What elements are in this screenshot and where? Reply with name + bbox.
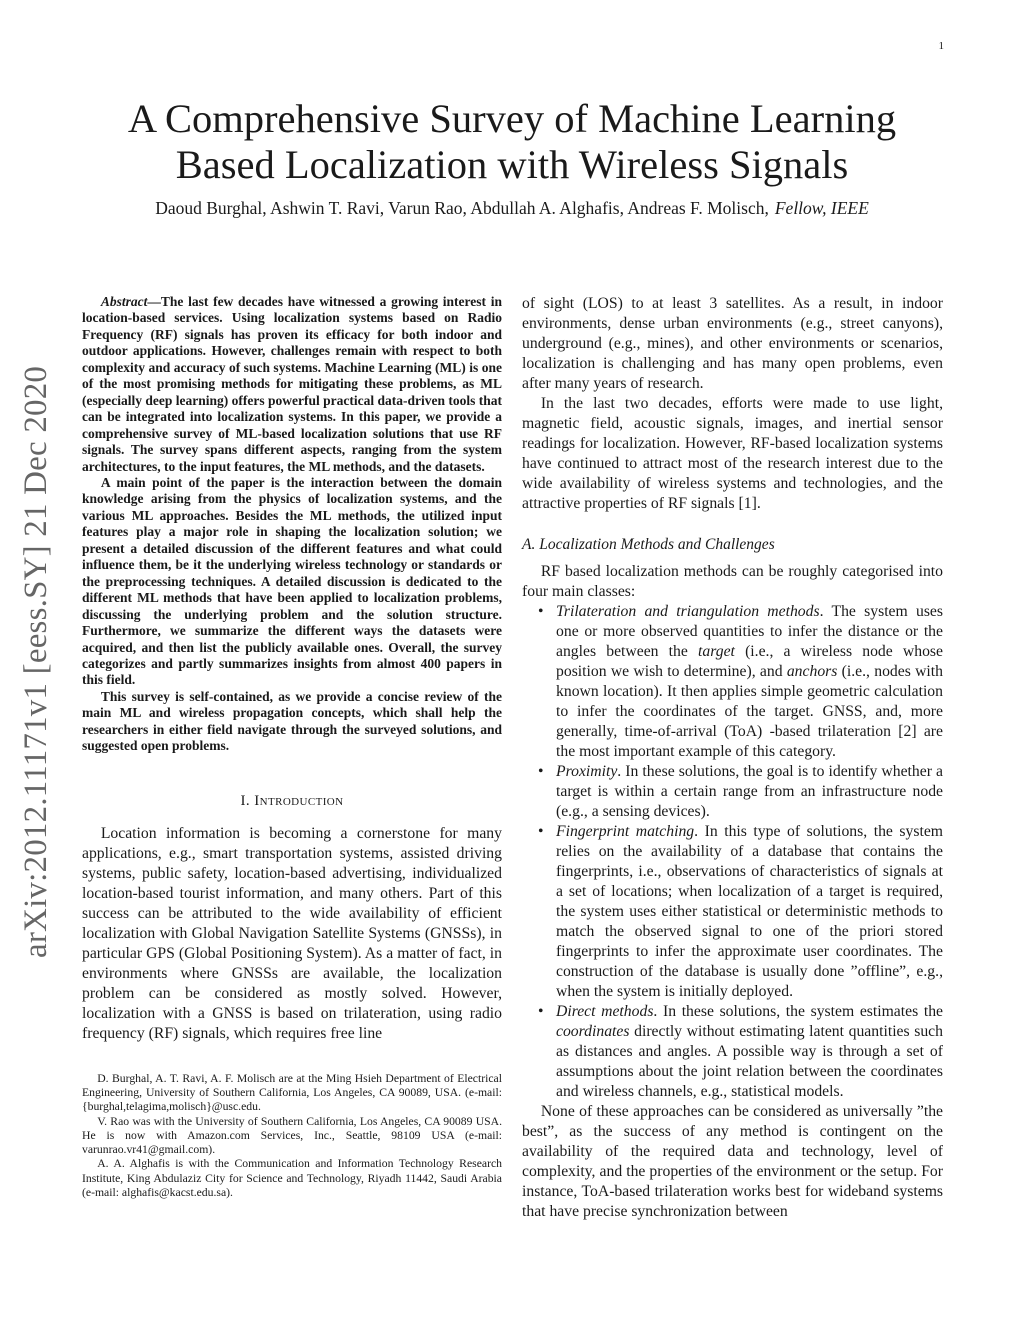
section-title: Introduction xyxy=(254,792,344,809)
paper-title xyxy=(0,96,1024,188)
section-heading-introduction xyxy=(82,793,502,810)
method-term-coordinates: coordinates xyxy=(556,1023,630,1040)
method-term-target: target xyxy=(698,643,735,660)
method-text: (i.e., nodes with known location). It then applies simple geometric calculation to infer the coordinates of the target. GNSS, and, more generally, time-of-arrival (ToA) -based trilateration [2] are the most important example of this category. xyxy=(556,663,943,760)
list-item xyxy=(556,602,943,762)
method-term-anchors: anchors xyxy=(786,663,838,680)
intro-paragraph-2: In the last two decades, efforts were made to use light, magnetic field, acoustic signals, images, and inertial sensor readings for localization. However, RF-based localization systems have continued to attract most of the research interest due to the wide availability of wireless systems and technologies, and the attractive properties of RF signals [1]. xyxy=(522,395,943,512)
abstract-p2: A main point of the paper is the interaction between the domain knowledge arising from the physics of localization systems, and the various ML approaches. Besides the ML methods, the utilized input features play a major role in shaping the localization solution; we present a detailed discussion of the different features and what could influence them, be it the underlying wireless technology or standards or the preprocessing techniques. A detailed discussion is dedicated to the different ML methods that have been applied to localization problems, discussing the underlying problem and the solution structure. Furthermore, we summarize the different ways the datasets were acquired, and then list the publicly available ones. Overall, the survey categorizes and partly summarizes insights from almost 400 papers in this field. xyxy=(82,474,502,688)
right-column xyxy=(522,294,943,1222)
title-line-1: A Comprehensive Survey of Machine Learning xyxy=(127,96,897,141)
page-number: 1 xyxy=(938,40,944,52)
method-text: . The system uses one or more observed quantities to infer the distance or the angles between the xyxy=(556,603,943,660)
method-name: Trilateration and triangulation methods xyxy=(556,603,820,620)
section-number: I. xyxy=(240,792,251,809)
method-class-list xyxy=(522,602,943,1102)
method-text: . In this type of solutions, the system relies on the availability of a database that contains the fingerprints, i.e., observations of characteristics of signals at a set of locations; when localization of a target is required, the system uses either statistical or deterministic methods to match the observed signal to one of the priori stored fingerprints to infer the approximate user coordinates. The construction of the database is usually done ”offline”, e.g., when the system is initially deployed. xyxy=(556,823,943,1000)
authors-fellow: Fellow, IEEE xyxy=(774,198,869,218)
subsection-closing: None of these approaches can be considered as universally ”the best”, as the success of any method is contingent on the availability of the required data and technology, level of complexity, and the properties of the environment or the setup. For instance, ToA-based trilateration works best for wideband systems that have precise synchronization between xyxy=(522,1103,943,1220)
subsection-intro: RF based localization methods can be roughly categorised into four main classes: xyxy=(522,563,943,600)
footnote-affiliation-1: D. Burghal, A. T. Ravi, A. F. Molisch are at the Ming Hsieh Department of Electrical Engineering, University of Southern California, Los Angeles, CA 90089, USA. (e-mail:{burghal,telagima,molisch}@usc.edu. xyxy=(82,1071,502,1114)
title-line-2: Based Localization with Wireless Signals xyxy=(175,142,849,187)
method-name: Fingerprint matching xyxy=(556,823,695,840)
list-item xyxy=(556,1002,943,1102)
abstract xyxy=(82,294,502,755)
arxiv-stamp: arXiv:2012.11171v1 [eess.SY] 21 Dec 2020 xyxy=(18,365,54,958)
footnote-affiliation-2: V. Rao was with the University of Southern California, Los Angeles, CA 90089 USA. He is now with Amazon.com Services, Inc., Seattle, 98109 USA (e-mail: varunrao.vr41@gmail.com). xyxy=(82,1114,502,1157)
list-item xyxy=(556,822,943,1002)
footnotes xyxy=(82,1072,502,1201)
abstract-p3: This survey is self-contained, as we provide a concise review of the main ML and wireless propagation concepts, which shall help the researchers in either field navigate through the surveyed solutions, and suggested open problems. xyxy=(82,688,502,754)
intro-paragraph-1-continued: of sight (LOS) to at least 3 satellites. As a result, in indoor environments, dense urban environments (e.g., street canyons), underground (e.g., mines), and other environments or scenarios, localization is challenging and has many open problems, even after many years of research. xyxy=(522,295,943,392)
footnote-affiliation-3: A. A. Alghafis is with the Communication and Information Technology Research Institute, King Abdulaziz City for Science and Technology, Riyadh 11442, Saudi Arabia (e-mail: alghafis@kacst.edu.sa). xyxy=(82,1157,502,1200)
author-list xyxy=(0,198,1024,219)
abstract-label: Abstract xyxy=(100,294,148,309)
method-text: . In these solutions, the system estimates the xyxy=(653,1003,943,1020)
abstract-p1 xyxy=(82,294,502,475)
list-item xyxy=(556,762,943,822)
intro-paragraph-1: Location information is becoming a cornerstone for many applications, e.g., smart transportation systems, assisted driving systems, public safety, location-based advertising, individualized location-based tourist information, and many others. Part of this success can be attributed to the wide availability of efficient localization with Global Navigation Satellite Systems (GNSSs), in particular GPS (Global Positioning System). As a matter of fact, in environments where GNSSs are available, the localization problem can be considered as mostly solved. However, localization with a GNSS is based on trilateration, using radio frequency (RF) signals, which requires free line xyxy=(82,824,502,1042)
method-text: directly without estimating latent quantities such as distances and angles. A possible way is through a set of assumptions about the joint relation between the coordinates and wireless channels, e.g., statistical models. xyxy=(556,1023,943,1100)
subsection-heading: A. Localization Methods and Challenges xyxy=(522,536,775,553)
method-name: Proximity xyxy=(556,763,618,780)
left-column xyxy=(82,294,502,1200)
abstract-p1-text: —The last few decades have witnessed a growing interest in location-based services. Using localization systems based on Radio Frequency (RF) signals has proven its efficacy for both indoor and outdoor applications. However, challenges remain with respect to both complexity and accuracy of such systems. Machine Learning (ML) is one of the most promising methods for mitigating these problems, as ML (especially deep learning) offers powerful practical data-driven tools that can be integrated into localization systems. In this paper, we provide a comprehensive survey of ML-based localization solutions that use RF signals. The survey spans different aspects, ranging from the system architectures, to the input features, the ML methods, and the datasets. xyxy=(82,294,502,474)
authors-names: Daoud Burghal, Ashwin T. Ravi, Varun Rao, Abdullah A. Alghafis, Andreas F. Molisch, xyxy=(155,198,769,218)
method-text: . In these solutions, the goal is to identify whether a target is within a certain range from an infrastructure node (e.g., a sensing devices). xyxy=(556,763,943,820)
method-name: Direct methods xyxy=(556,1003,654,1020)
method-text: (i.e., a wireless node whose position we wish to determine), and xyxy=(556,643,943,680)
